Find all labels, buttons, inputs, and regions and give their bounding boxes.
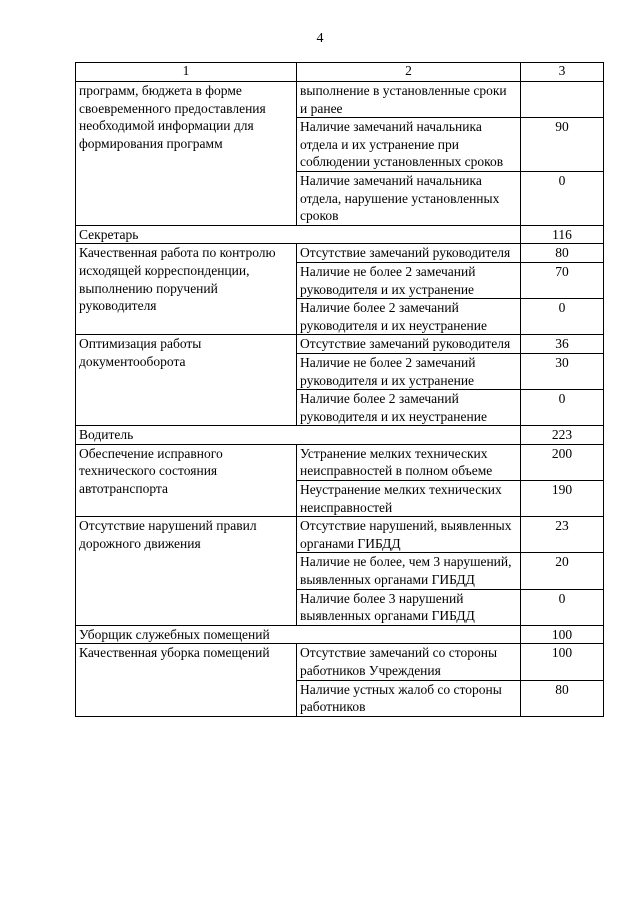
points-cell: 200	[521, 444, 604, 480]
points-cell: 0	[521, 589, 604, 625]
section-total: 223	[521, 426, 604, 445]
table-row	[76, 335, 604, 354]
indicator-cell: Устранение мелких технических неисправностей в полном объеме	[297, 444, 521, 480]
points-cell: 0	[521, 390, 604, 426]
points-cell: 70	[521, 262, 604, 298]
evaluation-table	[75, 62, 604, 717]
points-cell	[521, 82, 604, 118]
table-row	[76, 244, 604, 263]
indicator-cell: Наличие не более 2 замечаний руководителя и их устранение	[297, 353, 521, 389]
indicator-cell: Наличие не более, чем 3 нарушений, выявленных органами ГИБДД	[297, 553, 521, 589]
section-total: 100	[521, 625, 604, 644]
section-title: Уборщик служебных помещений	[76, 625, 521, 644]
points-cell: 36	[521, 335, 604, 354]
page-number: 4	[316, 31, 324, 46]
points-cell: 100	[521, 644, 604, 680]
criterion-cell: Качественная уборка помещений	[76, 644, 297, 716]
criterion-cell: Качественная работа по контролю исходящей корреспонденции, выполнению поручений руководителя	[76, 244, 297, 335]
points-cell: 23	[521, 517, 604, 553]
table-row	[76, 82, 604, 118]
section-title: Секретарь	[76, 225, 521, 244]
indicator-cell: Наличие устных жалоб со стороны работников	[297, 680, 521, 716]
points-cell: 80	[521, 244, 604, 263]
section-row	[76, 625, 604, 644]
points-cell: 20	[521, 553, 604, 589]
header-col-1: 1	[76, 63, 297, 82]
table-header-row	[76, 63, 604, 82]
table-row	[76, 444, 604, 480]
criterion-text: Оптимизация работы документооборота	[79, 336, 202, 369]
indicator-cell: Неустранение мелких технических неисправностей	[297, 481, 521, 517]
indicator-cell: Наличие более 2 замечаний руководителя и их неустранение	[297, 390, 521, 426]
table-row	[76, 517, 604, 553]
criterion-cell: Обеспечение исправного технического состояния автотранспорта	[76, 444, 297, 516]
indicator-cell: Отсутствие замечаний руководителя	[297, 244, 521, 263]
points-cell: 0	[521, 299, 604, 335]
table-row	[76, 644, 604, 680]
criterion-cell: программ, бюджета в форме своевременного предоставления необходимой информации для формирования программ	[76, 82, 297, 226]
indicator-cell: Наличие более 3 нарушений выявленных органами ГИБДД	[297, 589, 521, 625]
section-row	[76, 225, 604, 244]
section-title: Водитель	[76, 426, 521, 445]
section-row	[76, 426, 604, 445]
criterion-cell	[76, 335, 297, 426]
points-cell: 30	[521, 353, 604, 389]
indicator-cell: Отсутствие замечаний руководителя	[297, 335, 521, 354]
criterion-cell: Отсутствие нарушений правил дорожного движения	[76, 517, 297, 626]
indicator-cell: Отсутствие замечаний со стороны работников Учреждения	[297, 644, 521, 680]
points-cell: 190	[521, 481, 604, 517]
indicator-cell: Наличие замечаний начальника отдела, нарушение установленных сроков	[297, 171, 521, 225]
points-cell: 80	[521, 680, 604, 716]
indicator-cell: Наличие не более 2 замечаний руководителя и их устранение	[297, 262, 521, 298]
indicator-cell: Отсутствие нарушений, выявленных органами ГИБДД	[297, 517, 521, 553]
indicator-cell: Наличие замечаний начальника отдела и их устранение при соблюдении установленных сроков	[297, 118, 521, 172]
section-total: 116	[521, 225, 604, 244]
indicator-cell: Наличие более 2 замечаний руководителя и их неустранение	[297, 299, 521, 335]
points-cell: 90	[521, 118, 604, 172]
header-col-3: 3	[521, 63, 604, 82]
points-cell: 0	[521, 171, 604, 225]
indicator-cell: выполнение в установленные сроки и ранее	[297, 82, 521, 118]
header-col-2: 2	[297, 63, 521, 82]
